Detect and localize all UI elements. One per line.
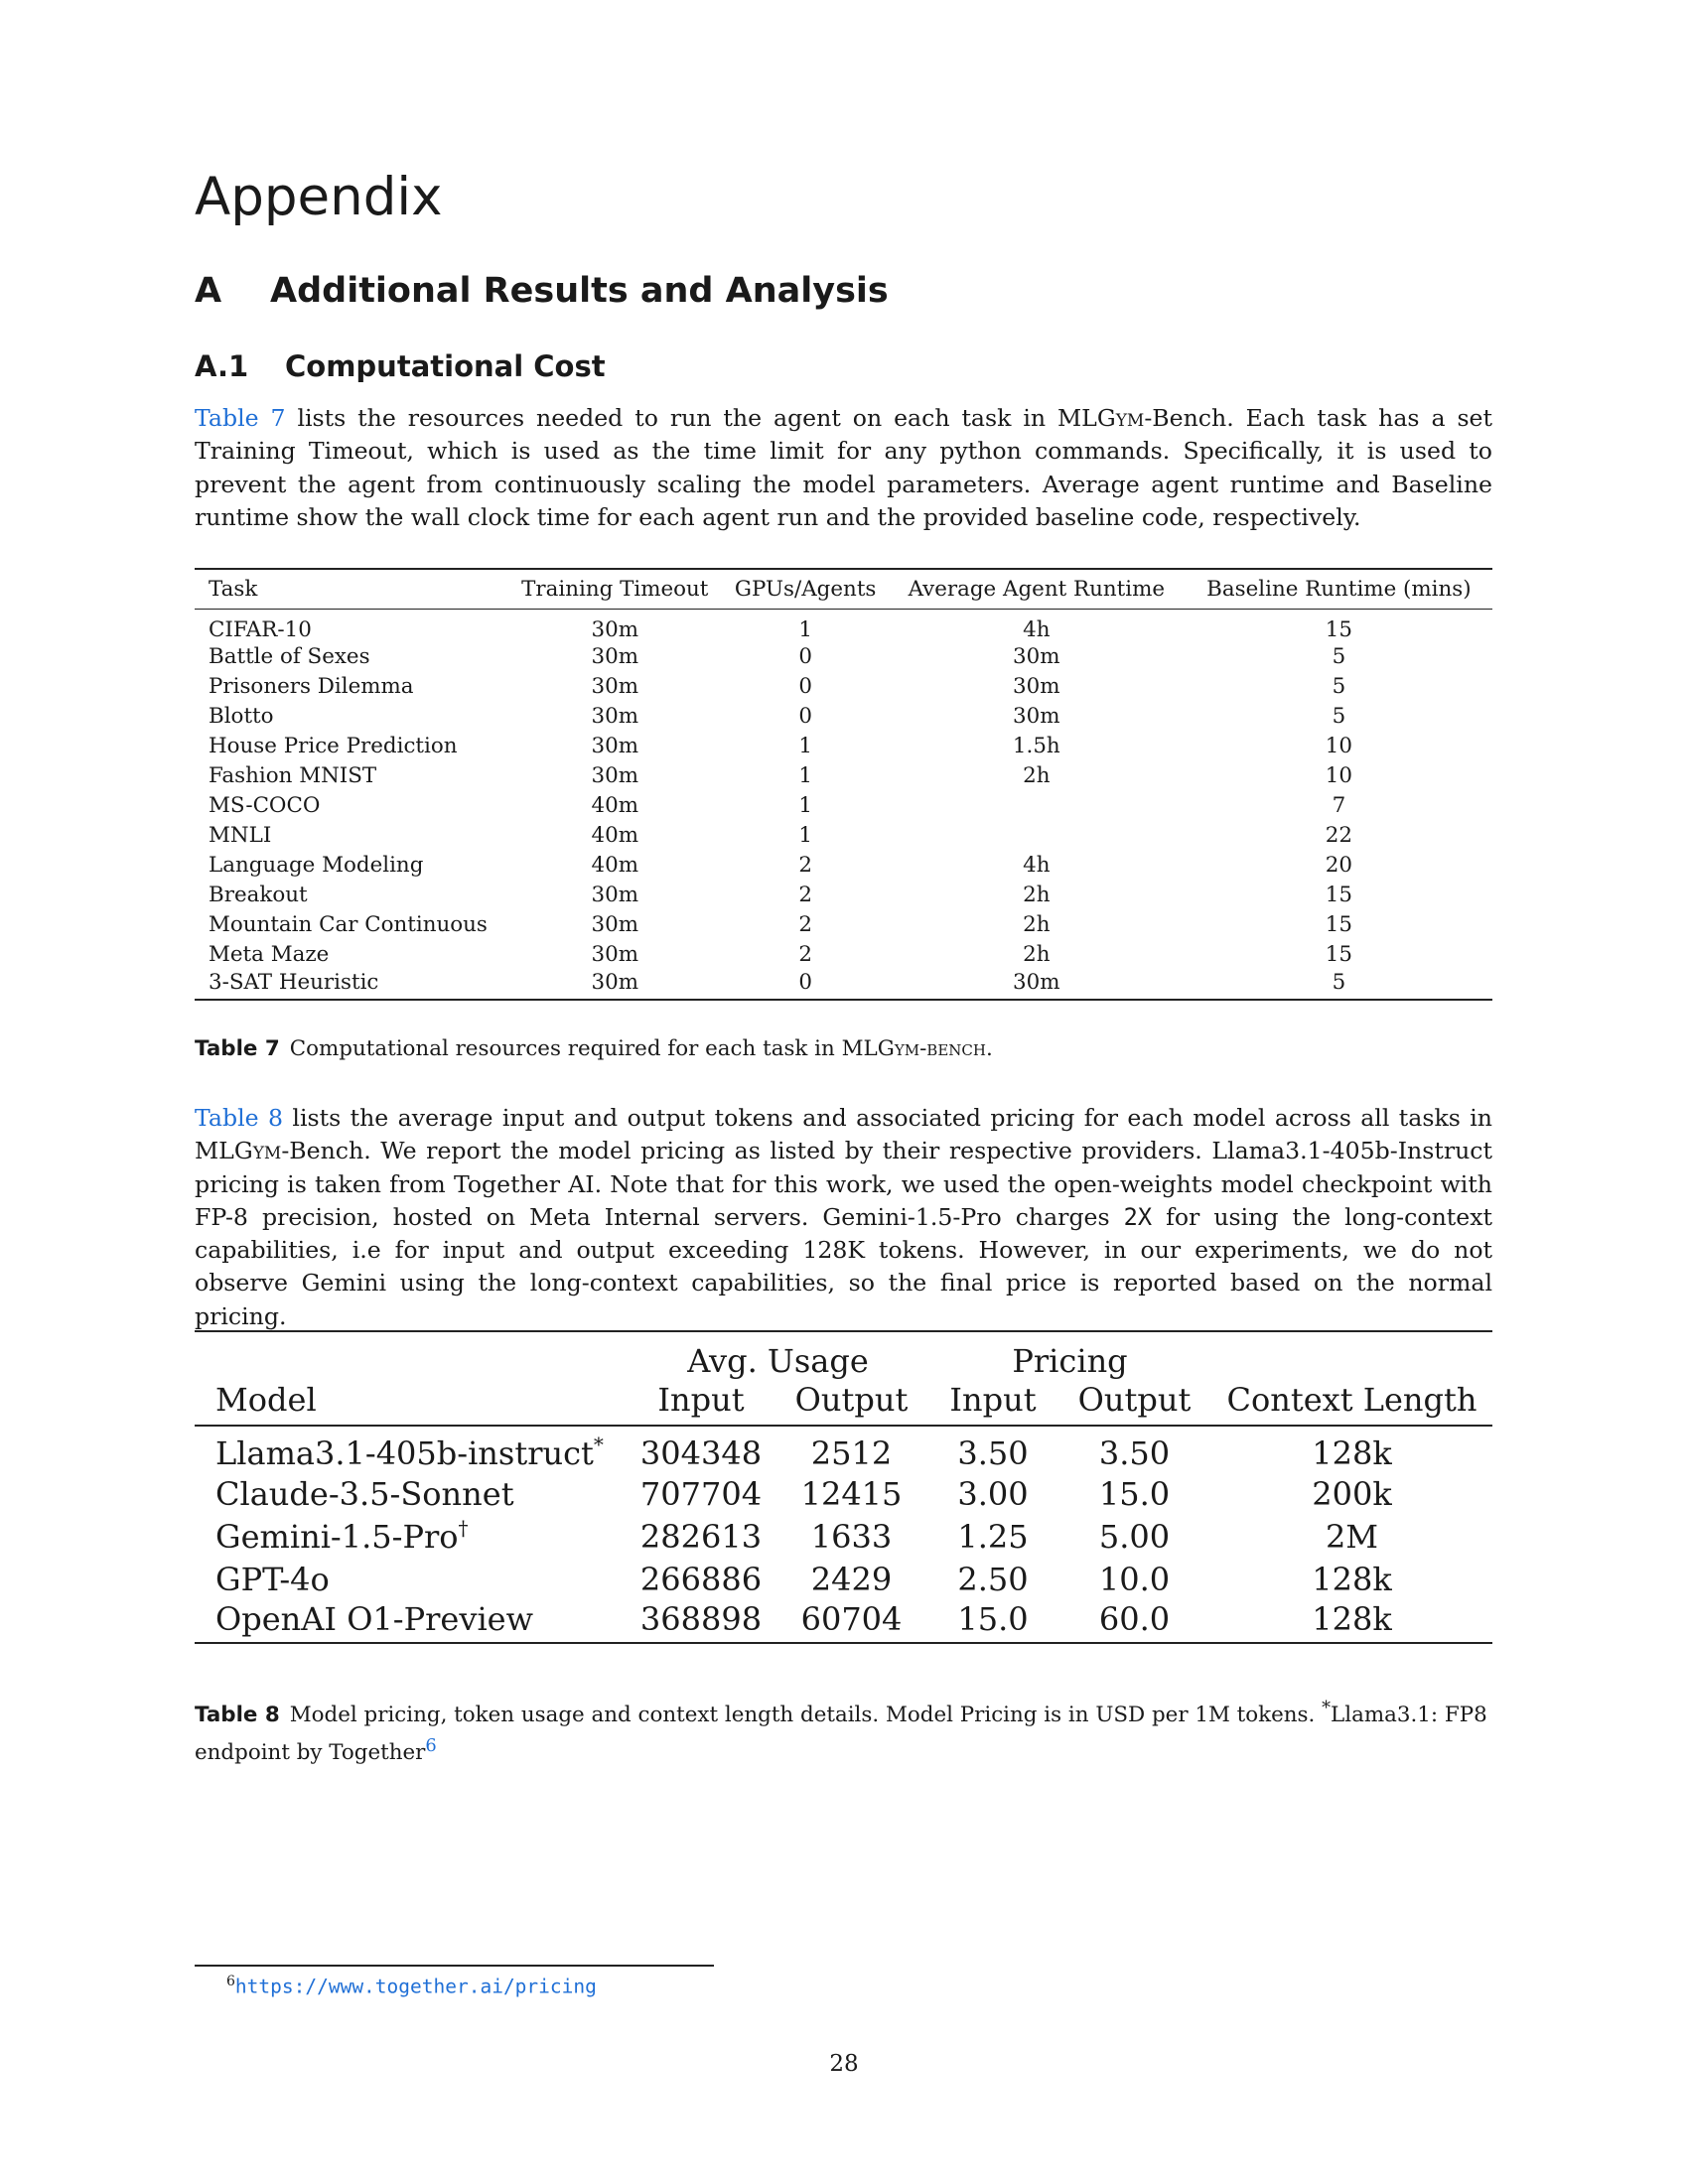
table8-cell-context: 128k [1312, 1434, 1392, 1472]
table7-header-avg-agent-runtime: Average Agent Runtime [908, 576, 1166, 602]
table7-row [195, 642, 1492, 672]
table7-cell: 30m [1013, 644, 1060, 669]
table7-cell: 7 [1332, 793, 1346, 818]
table7-cell-task: Breakout [209, 883, 308, 907]
table7-cell: 30m [591, 644, 638, 669]
footnote-6-link[interactable]: 6 [425, 1735, 437, 1757]
page-number: 28 [829, 2051, 859, 2077]
table7-header-task: Task [209, 576, 258, 602]
table7-cell: 5 [1332, 644, 1346, 669]
table7-header-gpus-agents: GPUs/Agents [734, 576, 877, 602]
table8-header-row [195, 1381, 1492, 1426]
table7-cell [888, 821, 1186, 851]
table8-cell-price-input: 1.25 [957, 1517, 1029, 1556]
table7-header-baseline-runtime: Baseline Runtime (mins) [1206, 576, 1472, 602]
table8-cell-usage-input: 368898 [639, 1600, 763, 1638]
table7-cell: 0 [798, 644, 812, 669]
table7-cell: 20 [1325, 853, 1352, 878]
table8-header-price-output: Output [1077, 1381, 1192, 1419]
table7-cell: 2h [1023, 883, 1051, 907]
table8-cell-model: OpenAI O1-Preview [215, 1600, 533, 1638]
table8-header-context-length: Context Length [1226, 1381, 1477, 1419]
table8-cell-model: Llama3.1-405b-instruct* [215, 1433, 604, 1472]
footnote-mark: 6 [226, 1974, 235, 1989]
table8-cell-context: 128k [1312, 1600, 1392, 1638]
table8-row [195, 1515, 1492, 1558]
table7-cell-task: 3-SAT Heuristic [209, 969, 379, 995]
table7-cell-task: Mountain Car Continuous [209, 912, 488, 937]
table8-cell-price-output: 15.0 [1098, 1474, 1171, 1513]
table7-cell: 1 [798, 734, 812, 758]
section-heading [195, 271, 889, 311]
table7-cell-task: Blotto [209, 704, 274, 729]
table7-cell: 5 [1332, 704, 1346, 729]
table8-cell-price-output: 3.50 [1098, 1434, 1171, 1472]
table7-cell: 2h [1023, 942, 1051, 967]
table7-row [195, 881, 1492, 910]
table7-cell: 10 [1325, 734, 1352, 758]
table7-cell-task: House Price Prediction [209, 734, 458, 758]
table7-cell: 30m [591, 704, 638, 729]
table7-row [195, 791, 1492, 821]
table7-cell: 5 [1332, 969, 1346, 995]
table8-cell-context: 2M [1325, 1517, 1379, 1556]
table7-cell: 22 [1325, 823, 1352, 848]
table7-cell: 1 [798, 616, 812, 642]
table8-cell-usage-output: 12415 [800, 1474, 903, 1513]
table8-row [195, 1600, 1492, 1643]
table7-cell: 1.5h [1012, 734, 1060, 758]
table8-cell-price-input: 3.00 [957, 1474, 1029, 1513]
table8-cell-usage-input: 282613 [639, 1517, 763, 1556]
table7-cell: 0 [798, 674, 812, 699]
appendix-title: Appendix [195, 167, 443, 227]
table7-row [195, 910, 1492, 940]
table7-row [195, 672, 1492, 702]
subsection-title: Computational Cost [285, 349, 606, 383]
table8-cell-price-output: 60.0 [1098, 1600, 1171, 1638]
table7-row [195, 609, 1492, 642]
table7-cell-task: CIFAR-10 [209, 616, 312, 642]
table7-cell: 30m [1013, 674, 1060, 699]
table7-header-training-timeout: Training Timeout [521, 576, 709, 602]
table7-cell: 30m [591, 912, 638, 937]
section-title: Additional Results and Analysis [270, 271, 889, 311]
table8-cell-model: Claude-3.5-Sonnet [215, 1474, 514, 1513]
table7-cell: 2 [798, 942, 812, 967]
table7-cell: 30m [1013, 704, 1060, 729]
table8-group-avg-usage: Avg. Usage [687, 1341, 869, 1380]
table8-caption-label: Table 8 [195, 1703, 280, 1728]
table7-cell: 30m [591, 763, 638, 788]
table7-cell: 4h [1023, 616, 1051, 642]
table7-cell: 30m [591, 969, 638, 995]
table7-cell: 40m [591, 853, 638, 878]
table7-row [195, 970, 1492, 1000]
paragraph-table7-intro: Table 7 lists the resources needed to run the agent on each task in MLGym-Bench. Each task has a set Training Timeout, which is used as the time limit for any python commands. Specifically, it is used to prevent the agent from continuously scaling the model parameters. Average agent runtime and Baseline runtime show the wall clock time for each agent run and the provided baseline code, respectively. [195, 404, 1493, 531]
table7-row [195, 761, 1492, 791]
table8-cell-price-input: 15.0 [957, 1600, 1029, 1638]
table7-cell: 15 [1325, 942, 1352, 967]
footnote [226, 1974, 597, 1998]
table8-cell-usage-output: 2429 [810, 1560, 893, 1598]
table7-cell [888, 791, 1186, 821]
table7-caption-label: Table 7 [195, 1036, 280, 1061]
table7-cell: 2h [1023, 912, 1051, 937]
table7-cell: 30m [591, 883, 638, 907]
table7-cell: 10 [1325, 763, 1352, 788]
table8-cell-usage-input: 707704 [639, 1474, 763, 1513]
table7-row [195, 940, 1492, 970]
table7-cell-task: MNLI [209, 823, 272, 848]
table8-cell-usage-output: 60704 [800, 1600, 903, 1638]
table8-cell-usage-output: 1633 [810, 1517, 893, 1556]
table-computational-resources [195, 568, 1492, 1001]
model-footnote-mark: * [593, 1433, 604, 1456]
table8-cell-context: 200k [1312, 1474, 1392, 1513]
table8-group-pricing: Pricing [1012, 1341, 1128, 1380]
table7-cell: 30m [591, 734, 638, 758]
table7-cell: 2h [1023, 763, 1051, 788]
table7-cell: 30m [591, 616, 638, 642]
model-footnote-mark: † [458, 1515, 469, 1540]
table7-row [195, 821, 1492, 851]
subsection-number: A.1 [195, 349, 249, 383]
table8-cell-price-output: 10.0 [1098, 1560, 1171, 1598]
table7-caption: Table 7 Computational resources required for each task in MLGym-bench. [195, 1036, 993, 1061]
table7-cell-task: Battle of Sexes [209, 644, 370, 669]
table7-cell: 4h [1023, 853, 1051, 878]
table7-cell: 0 [798, 969, 812, 995]
paragraph-table8-intro: Table 8 lists the average input and output tokens and associated pricing for each model across all tasks in MLGym-Bench. We report the model pricing as listed by their respective providers. Llama3.1-405b-Instruct pricing is taken from Together AI. Note that for this work, we used the open-weights model checkpoint with FP-8 precision, hosted on Meta Internal servers. Gemini-1.5-Pro charges 2X for using the long-context capabilities, i.e for input and output exceeding 128K tokens. However, in our experiments, we do not observe Gemini using the long-context capabilities, so the final price is reported based on the normal pricing. [195, 1104, 1493, 1330]
table7-cell: 30m [591, 942, 638, 967]
table8-cell-model: Gemini-1.5-Pro† [215, 1515, 469, 1556]
table7-cell: 2 [798, 912, 812, 937]
table8-cell-usage-input: 266886 [639, 1560, 763, 1598]
table7-row [195, 851, 1492, 881]
table8-header-price-input: Input [949, 1381, 1037, 1419]
table7-cell-task: Language Modeling [209, 853, 424, 878]
table7-cell: 1 [798, 823, 812, 848]
table7-cell-task: MS-COCO [209, 793, 321, 818]
table7-cell: 1 [798, 793, 812, 818]
table7-cell-task: Prisoners Dilemma [209, 674, 414, 699]
table8-group-header-row [195, 1331, 1492, 1381]
table7-cell: 30m [1013, 969, 1060, 995]
table7-cell: 15 [1325, 883, 1352, 907]
table8-cell-usage-output: 2512 [810, 1434, 893, 1472]
table8-cell-model: GPT-4o [215, 1560, 330, 1598]
table7-cell: 2 [798, 883, 812, 907]
table7-cell: 5 [1332, 674, 1346, 699]
table8-reference-link[interactable]: Table 8 [195, 1104, 284, 1132]
table7-cell: 15 [1325, 616, 1352, 642]
table8-cell-price-input: 3.50 [957, 1434, 1029, 1472]
table8-header-usage-input: Input [657, 1381, 745, 1419]
table8-row [195, 1558, 1492, 1600]
table8-row [195, 1426, 1492, 1472]
table7-cell: 1 [798, 763, 812, 788]
table8-row [195, 1472, 1492, 1515]
table7-cell: 2 [798, 853, 812, 878]
table8-cell-price-output: 5.00 [1098, 1517, 1171, 1556]
inline-code: 2X [1123, 1202, 1153, 1231]
table8-cell-price-input: 2.50 [957, 1560, 1029, 1598]
table7-reference-link[interactable]: Table 7 [195, 404, 286, 432]
table8-cell-context: 128k [1312, 1560, 1392, 1598]
table8-header-model: Model [215, 1381, 317, 1419]
table8-header-usage-output: Output [794, 1381, 909, 1419]
table7-cell: 0 [798, 704, 812, 729]
table7-cell: 40m [591, 823, 638, 848]
footnote-divider [195, 1965, 714, 1967]
table7-cell: 30m [591, 674, 638, 699]
footnote-url-link[interactable]: https://www.together.ai/pricing [234, 1975, 597, 1998]
table8-caption: Table 8 Model pricing, token usage and context length details. Model Pricing is in USD per 1M tokens. *Llama3.1: FP8 endpoint by Together$^6$ [195, 1698, 1487, 1766]
table7-cell-task: Fashion MNIST [209, 763, 377, 788]
subsection-heading [195, 349, 606, 383]
table-model-pricing [195, 1330, 1492, 1644]
table7-cell: 40m [591, 793, 638, 818]
table7-row [195, 732, 1492, 761]
section-number: A [195, 271, 222, 311]
table7-header-row [195, 569, 1492, 609]
table7-row [195, 702, 1492, 732]
table7-cell: 15 [1325, 912, 1352, 937]
table7-cell-task: Meta Maze [209, 942, 330, 967]
table8-cell-usage-input: 304348 [639, 1434, 763, 1472]
